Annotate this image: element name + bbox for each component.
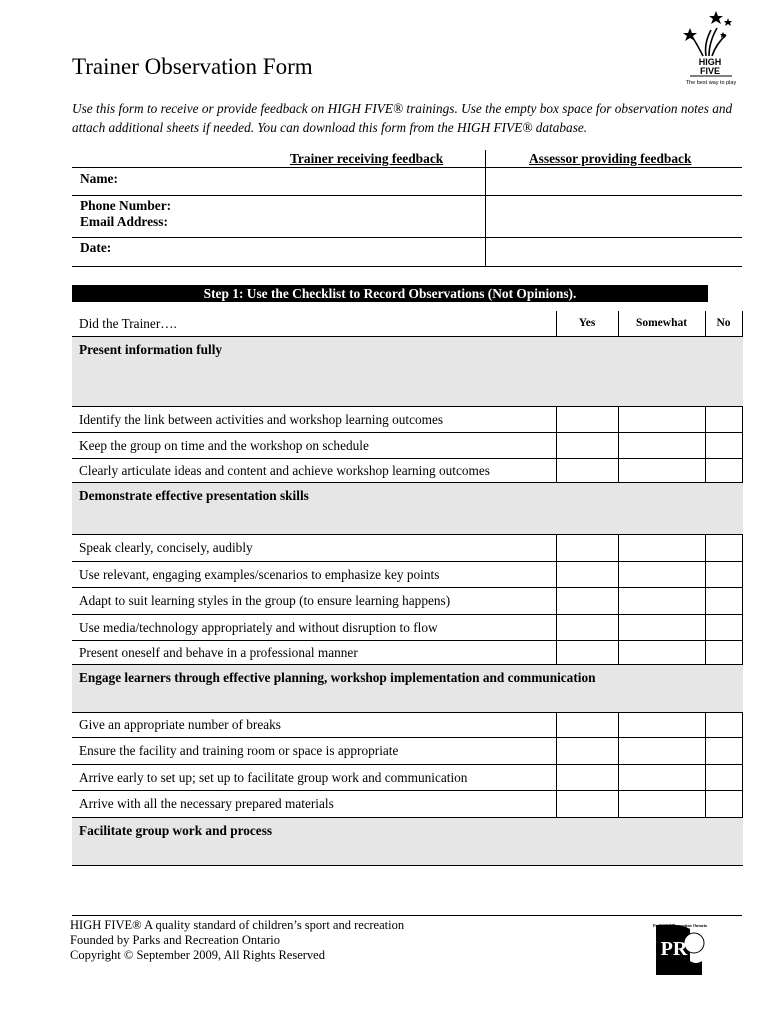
logo-tagline: The best way to play	[685, 80, 737, 86]
intro-text: Use this form to receive or provide feedback on HIGH FIVE® trainings. Use the empty box space for observation notes and attach additional sheets if needed. You can download this form from the HIGH FIVE® database.	[72, 101, 733, 135]
footer	[70, 918, 404, 963]
phone-label: Phone Number:	[80, 198, 172, 213]
row-end-border	[742, 459, 743, 482]
checkbox-cell-yes[interactable]	[556, 535, 557, 561]
logo-brand-high: HIGH	[698, 57, 722, 67]
row-end-border	[742, 641, 743, 664]
trainer-column-header: Trainer receiving feedback	[290, 151, 444, 166]
checklist-item-text: Use media/technology appropriately and without disruption to flow	[79, 620, 438, 635]
checkbox-cell-somewhat[interactable]	[618, 588, 619, 614]
footer-line-1: HIGH FIVE® A quality standard of children’s sport and recreation	[70, 918, 405, 932]
checklist-item	[72, 713, 743, 738]
checklist-item	[72, 459, 743, 483]
name-label: Name:	[80, 171, 118, 186]
checkbox-cell-no[interactable]	[705, 459, 706, 482]
section-heading-text: Engage learners through effective planning, workshop implementation and communication	[79, 670, 596, 685]
checklist-item-text: Keep the group on time and the workshop on schedule	[79, 438, 369, 453]
checklist-item-text: Ensure the facility and training room or space is appropriate	[79, 743, 399, 758]
checkbox-cell-no[interactable]	[705, 765, 706, 790]
checkbox-cell-no[interactable]	[705, 433, 706, 458]
checkbox-cell-yes[interactable]	[556, 407, 557, 432]
section-heading-text: Present information fully	[79, 342, 223, 357]
checkbox-cell-somewhat[interactable]	[618, 641, 619, 664]
checkbox-cell-somewhat[interactable]	[618, 615, 619, 640]
checkbox-cell-no[interactable]	[705, 562, 706, 587]
checklist-item	[72, 407, 743, 433]
checklist-item	[72, 791, 743, 818]
row-end-border	[742, 433, 743, 458]
pro-logo-letters: PR	[660, 938, 688, 960]
column-header-somewhat: Somewhat	[635, 317, 688, 329]
checklist-header-row	[72, 311, 743, 337]
row-end-border	[742, 311, 743, 336]
stars-icon	[683, 11, 732, 56]
checklist-item-text: Adapt to suit learning styles in the group (to ensure learning happens)	[79, 593, 451, 608]
checklist-item	[72, 433, 743, 459]
checkbox-cell-yes[interactable]	[556, 641, 557, 664]
checkbox-cell-yes[interactable]	[556, 615, 557, 640]
checkbox-cell-somewhat[interactable]	[618, 459, 619, 482]
section-heading-text: Facilitate group work and process	[79, 823, 273, 838]
checklist-item-text: Use relevant, engaging examples/scenarios to emphasize key points	[79, 567, 440, 582]
section-heading-text: Demonstrate effective presentation skills	[79, 488, 309, 503]
checkbox-cell-somewhat[interactable]	[618, 713, 619, 737]
checkbox-cell-somewhat[interactable]	[618, 407, 619, 432]
row-end-border	[742, 791, 743, 817]
step-1-heading: Step 1: Use the Checklist to Record Observations (Not Opinions).	[72, 285, 708, 302]
section-heading	[72, 483, 743, 535]
footer-divider	[72, 915, 742, 916]
checkbox-cell-no[interactable]	[705, 588, 706, 614]
pro-logo-arc-text: Parks and Recreation Ontario	[652, 923, 708, 928]
row-end-border	[742, 713, 743, 737]
checklist-item-text: Arrive early to set up; set up to facilitate group work and communication	[79, 770, 468, 785]
high-five-logo	[676, 8, 746, 88]
row-end-border	[742, 562, 743, 587]
row-end-border	[742, 615, 743, 640]
checkbox-cell-somewhat[interactable]	[618, 738, 619, 764]
checkbox-cell-no[interactable]	[705, 615, 706, 640]
section-heading	[72, 337, 743, 407]
checklist-item-text: Clearly articulate ideas and content and achieve workshop learning outcomes	[79, 463, 490, 478]
checkbox-cell-yes[interactable]	[556, 713, 557, 737]
checklist-item-text: Give an appropriate number of breaks	[79, 717, 281, 732]
checkbox-cell-yes[interactable]	[556, 588, 557, 614]
checklist-item-text: Present oneself and behave in a professional manner	[79, 645, 358, 660]
checkbox-cell-no[interactable]	[705, 791, 706, 817]
checklist-item	[72, 535, 743, 562]
checklist-item	[72, 588, 743, 615]
checklist-header-row-text: Did the Trainer….	[79, 316, 177, 331]
footer-line-3: Copyright © September 2009, All Rights Reserved	[70, 948, 325, 962]
checkbox-cell-somewhat[interactable]	[618, 765, 619, 790]
checkbox-cell-no[interactable]	[705, 641, 706, 664]
assessor-column-header: Assessor providing feedback	[529, 151, 692, 166]
checkbox-cell-somewhat[interactable]	[618, 535, 619, 561]
row-end-border	[742, 738, 743, 764]
checkbox-cell-somewhat[interactable]	[618, 433, 619, 458]
section-heading	[72, 665, 743, 713]
checkbox-cell-yes[interactable]	[556, 765, 557, 790]
column-header-yes: Yes	[578, 317, 596, 329]
checklist-item	[72, 765, 743, 791]
checkbox-cell-yes[interactable]	[556, 459, 557, 482]
observation-checklist	[72, 311, 743, 836]
email-label: Email Address:	[80, 214, 168, 229]
checklist-item	[72, 562, 743, 588]
checklist-item-text: Arrive with all the necessary prepared materials	[79, 796, 334, 811]
checklist-item	[72, 615, 743, 641]
trainer-info-table	[72, 150, 742, 267]
checklist-item-text: Identify the link between activities and workshop learning outcomes	[79, 412, 444, 427]
checkbox-cell-no[interactable]	[705, 713, 706, 737]
checkbox-cell-no[interactable]	[705, 738, 706, 764]
row-end-border	[742, 588, 743, 614]
checkbox-cell-no[interactable]	[705, 407, 706, 432]
checklist-item	[72, 641, 743, 665]
section-heading	[72, 818, 743, 866]
checkbox-cell-somewhat[interactable]	[618, 791, 619, 817]
footer-line-2: Founded by Parks and Recreation Ontario	[70, 933, 281, 947]
column-header-no: No	[716, 317, 731, 329]
row-end-border	[742, 407, 743, 432]
form-title: Trainer Observation Form	[72, 54, 313, 79]
logo-brand-five: FIVE	[699, 66, 721, 76]
checklist-item-text: Speak clearly, concisely, audibly	[79, 540, 253, 555]
checklist-item	[72, 738, 743, 765]
parks-recreation-ontario-logo	[650, 921, 710, 977]
checkbox-cell-yes[interactable]	[556, 791, 557, 817]
checkbox-cell-no[interactable]	[705, 535, 706, 561]
date-label: Date:	[80, 240, 112, 255]
row-end-border	[742, 765, 743, 790]
checkbox-cell-yes[interactable]	[556, 562, 557, 587]
checkbox-cell-somewhat[interactable]	[618, 562, 619, 587]
checkbox-cell-yes[interactable]	[556, 738, 557, 764]
checkbox-cell-yes[interactable]	[556, 433, 557, 458]
row-end-border	[742, 535, 743, 561]
